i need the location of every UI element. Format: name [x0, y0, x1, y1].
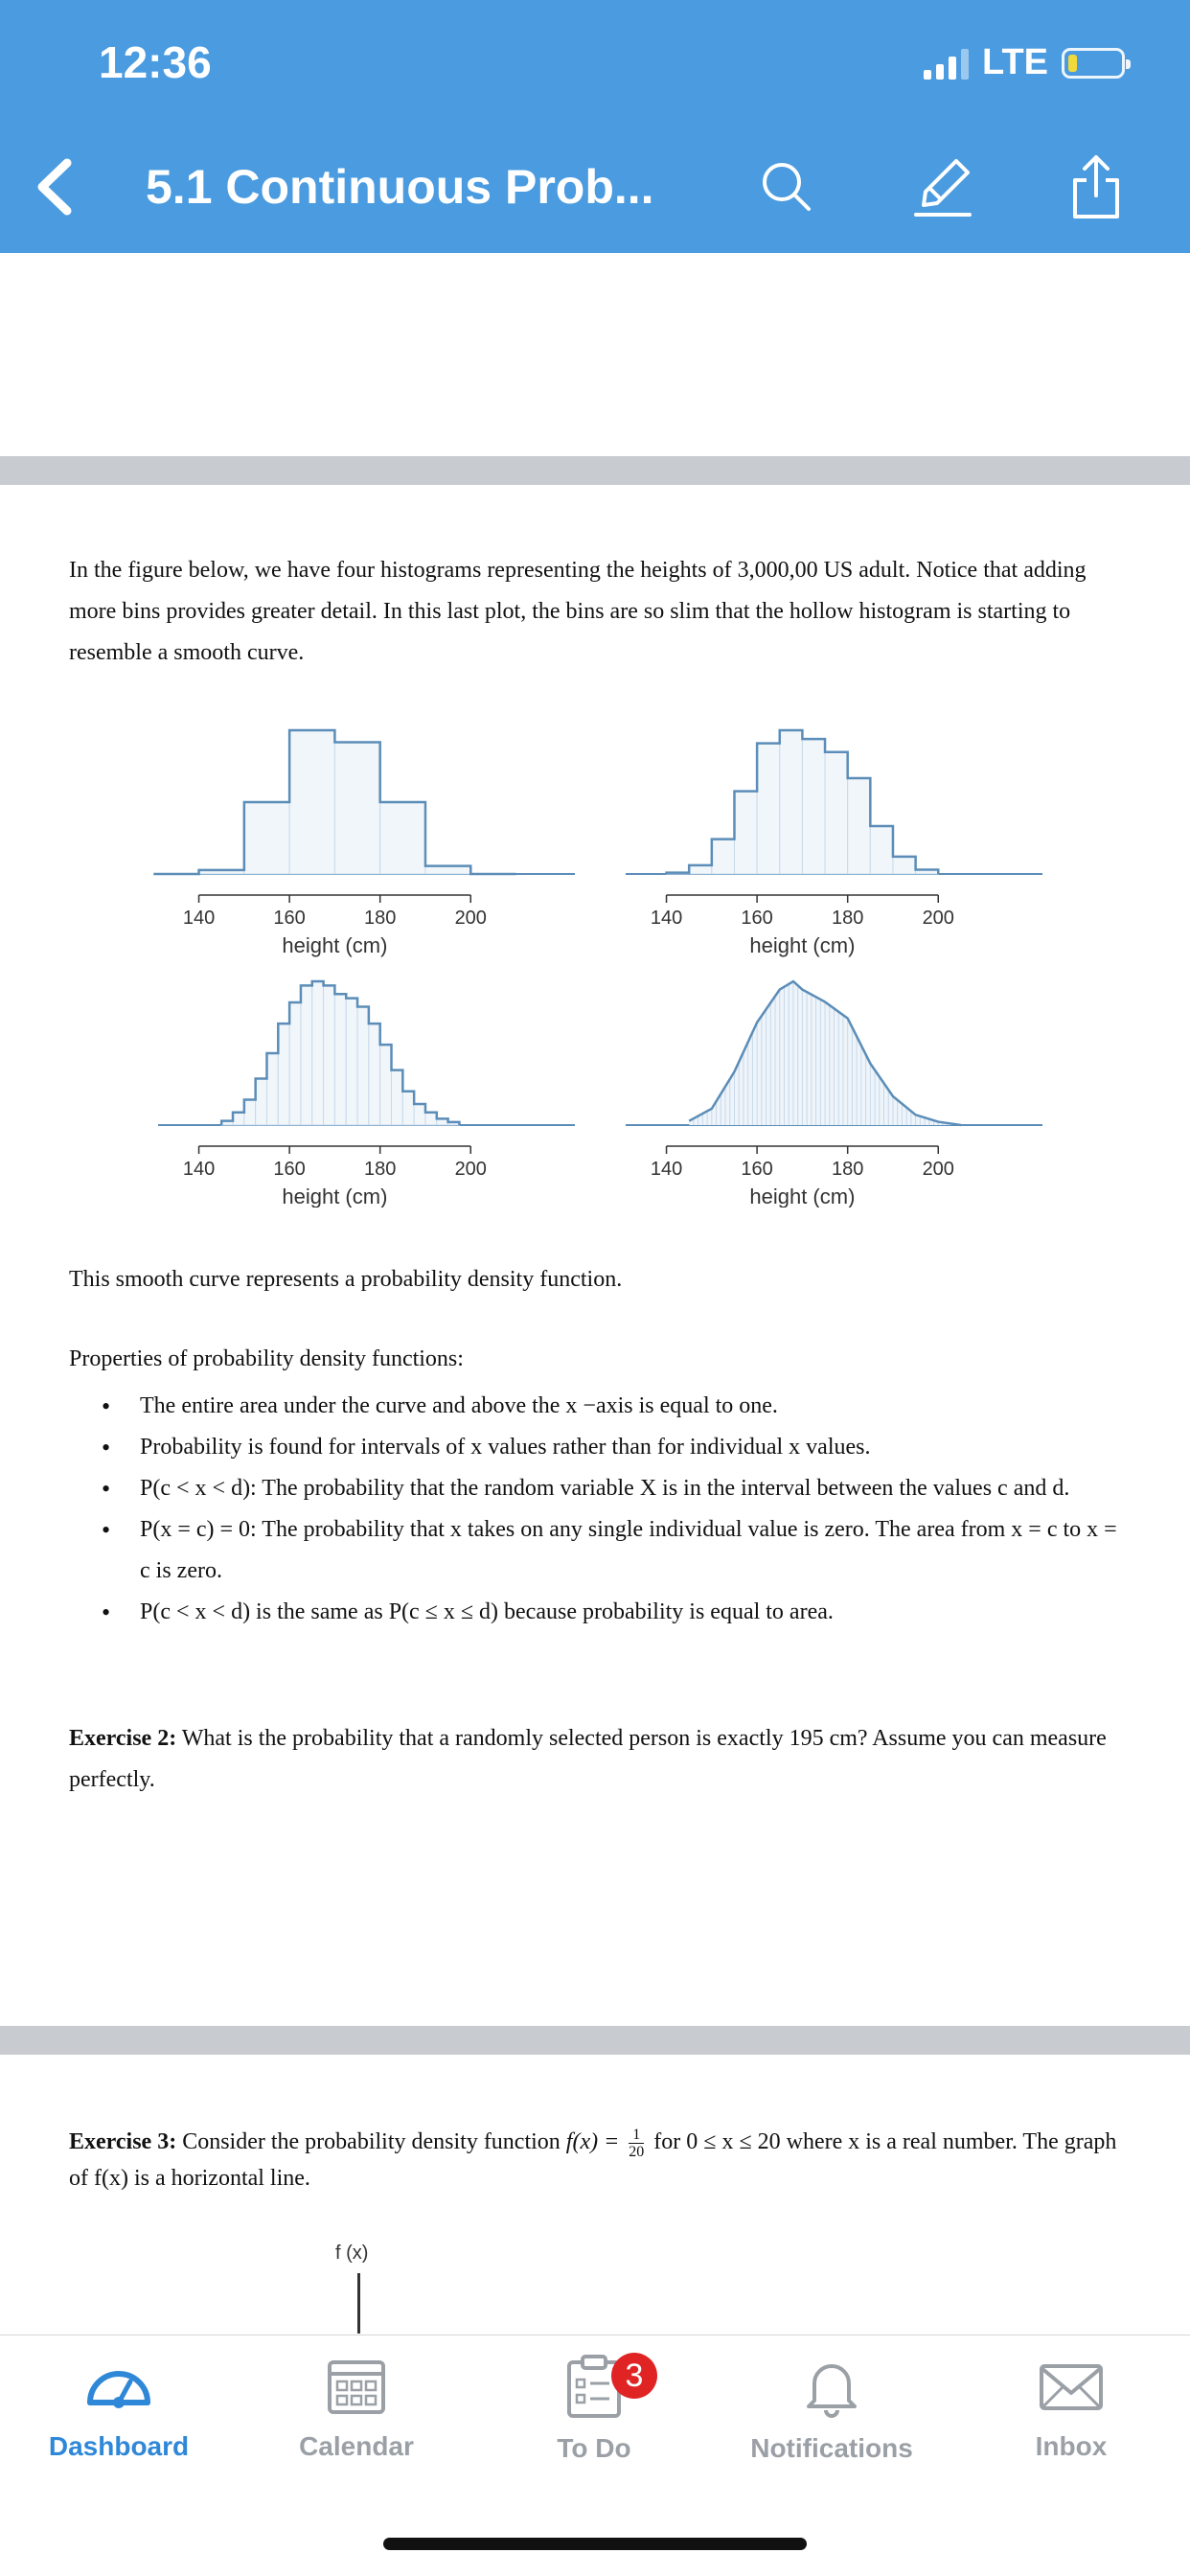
exercise-3 — [69, 2124, 1123, 2196]
histogram-bar — [689, 865, 712, 874]
exercise-3-text-a: Consider the probability density function — [176, 2129, 566, 2154]
x-tick-label: 140 — [182, 908, 216, 929]
histogram-bar — [380, 802, 425, 874]
page-divider — [0, 456, 1190, 485]
x-tick-label: 140 — [650, 908, 683, 929]
histogram-bar — [425, 1113, 437, 1125]
highlighter-icon[interactable] — [912, 153, 973, 220]
histogram-bar — [244, 802, 289, 874]
bell-icon — [801, 2355, 862, 2418]
x-axis-label: height (cm) — [282, 933, 388, 957]
tab-calendar[interactable] — [238, 2355, 475, 2508]
tab-notifications[interactable] — [713, 2355, 950, 2508]
histogram-bar — [256, 1078, 267, 1125]
page-title: 5.1 Continuous Prob... — [146, 160, 654, 214]
histogram-panel — [158, 981, 575, 1208]
tab-label: Calendar — [299, 2431, 414, 2461]
calendar-icon — [326, 2355, 387, 2416]
list-item: • Probability is found for intervals of x values rather than for individual x values. — [69, 1427, 1123, 1468]
histogram-bar — [289, 1002, 301, 1125]
properties-list — [69, 1386, 1123, 1633]
histogram-bar — [825, 752, 848, 874]
x-axis-label: height (cm) — [749, 933, 856, 957]
exercise-2-text: What is the probability that a randomly selected person is exactly 195 cm? Assume you can measure perfectly. — [69, 1726, 1107, 1792]
histogram-bar — [893, 857, 916, 874]
histogram-bar — [233, 1113, 244, 1125]
inbox-icon — [1038, 2355, 1105, 2416]
network-label: LTE — [982, 42, 1048, 82]
tab-label: Dashboard — [48, 2431, 190, 2461]
histogram-bar — [357, 1006, 369, 1125]
x-tick-label: 180 — [363, 908, 397, 929]
search-icon[interactable] — [757, 153, 818, 220]
x-tick-label: 180 — [363, 1159, 397, 1180]
histogram-bar — [802, 739, 825, 874]
histogram-bar — [324, 985, 335, 1125]
x-tick-label: 140 — [650, 1159, 683, 1180]
x-tick-label: 160 — [741, 1159, 773, 1180]
x-tick-label: 200 — [454, 908, 487, 929]
x-tick-label: 160 — [273, 908, 306, 929]
x-axis-label: height (cm) — [282, 1184, 388, 1208]
histogram-panel — [626, 981, 1042, 1208]
histogram-panel — [153, 730, 575, 957]
height-histograms-figure — [134, 709, 1054, 1208]
histogram-bar — [266, 1053, 278, 1125]
tab-inbox[interactable] — [952, 2355, 1190, 2508]
x-axis-label: height (cm) — [749, 1184, 856, 1208]
histogram-bar — [244, 1100, 256, 1125]
histogram-bar — [334, 743, 379, 875]
histogram-bar — [346, 999, 357, 1125]
share-icon[interactable] — [1065, 153, 1127, 220]
exercise-3-formula: f(x) = — [565, 2129, 626, 2154]
histogram-bar — [278, 1024, 289, 1125]
x-tick-label: 180 — [831, 1159, 864, 1180]
dashboard-icon — [82, 2355, 155, 2416]
tab-dashboard[interactable] — [0, 2355, 238, 2508]
battery-icon — [1062, 48, 1125, 79]
signal-icon — [924, 47, 969, 80]
list-item: • P(c < x < d) is the same as P(c ≤ x ≤ d) because probability is equal to area. — [69, 1592, 1123, 1633]
histogram-bar — [369, 1024, 380, 1125]
histogram-bar — [757, 744, 780, 874]
histogram-bar — [414, 1104, 425, 1125]
back-chevron-icon[interactable] — [29, 153, 82, 220]
x-tick-label: 180 — [831, 908, 864, 929]
fraction-numerator: 1 — [629, 2127, 644, 2144]
tab-label: Notifications — [750, 2433, 913, 2463]
tab-to-do[interactable] — [475, 2355, 713, 2508]
smooth-curve-text: This smooth curve represents a probability density function. — [69, 1267, 623, 1292]
histogram-bar — [780, 730, 803, 874]
x-tick-label: 140 — [182, 1159, 216, 1180]
exercise-2 — [69, 1718, 1123, 1801]
histogram-bar — [734, 792, 757, 874]
x-tick-label: 200 — [454, 1159, 487, 1180]
histogram-bar — [334, 994, 346, 1125]
intro-text: In the figure below, we have four histograms representing the heights of 3,000,00 US adult. Notice that adding more bins provides greater detail. In this last plot, the bins are so slim that the hollow histogram is starting to resemble a smooth curve. — [69, 558, 1087, 665]
x-tick-label: 160 — [741, 908, 773, 929]
page-divider — [0, 2026, 1190, 2055]
histogram-bar — [380, 1045, 392, 1125]
list-item: • P(x = c) = 0: The probability that x takes on any single individual value is zero. The area from x = c to x = c is zero. — [69, 1509, 1123, 1592]
properties-title: Properties of probability density functions: — [69, 1346, 464, 1371]
tab-label: Inbox — [1035, 2431, 1108, 2461]
fraction-denominator: 20 — [629, 2143, 645, 2160]
list-item: • The entire area under the curve and above the x −axis is equal to one. — [69, 1386, 1123, 1427]
status-indicators — [924, 42, 1125, 83]
x-tick-label: 160 — [273, 1159, 306, 1180]
tab-label: To Do — [557, 2433, 631, 2463]
histogram-panel — [626, 730, 1042, 957]
histogram-bar — [392, 1070, 403, 1125]
fx-axis-label: f (x) — [335, 2242, 369, 2264]
histogram-bar — [402, 1092, 414, 1125]
list-item: • P(c < x < d): The probability that the random variable X is in the interval between the values c and d. — [69, 1468, 1123, 1509]
status-time: 12:36 — [99, 37, 212, 87]
histogram-bar — [870, 826, 893, 874]
exercise-2-label: Exercise 2: — [69, 1726, 177, 1751]
app-header — [0, 0, 1190, 253]
home-indicator — [383, 2538, 807, 2550]
histogram-bar — [301, 985, 312, 1125]
exercise-3-label: Exercise 3: — [69, 2129, 177, 2154]
histogram-bar — [312, 981, 324, 1125]
histogram-bar — [289, 730, 334, 874]
todo-count-badge: 3 — [611, 2353, 657, 2399]
x-tick-label: 200 — [922, 1159, 954, 1180]
exercise-3-text-b: for 0 ≤ x ≤ 20 where x is a real number. The graph of f(x) is a horizontal line. — [69, 2129, 1117, 2191]
histogram-bar — [425, 866, 470, 874]
x-tick-label: 200 — [922, 908, 954, 929]
histogram-bar — [712, 840, 735, 874]
fx-y-axis — [357, 2273, 360, 2334]
histogram-bar — [848, 778, 871, 874]
fraction — [629, 2127, 644, 2160]
